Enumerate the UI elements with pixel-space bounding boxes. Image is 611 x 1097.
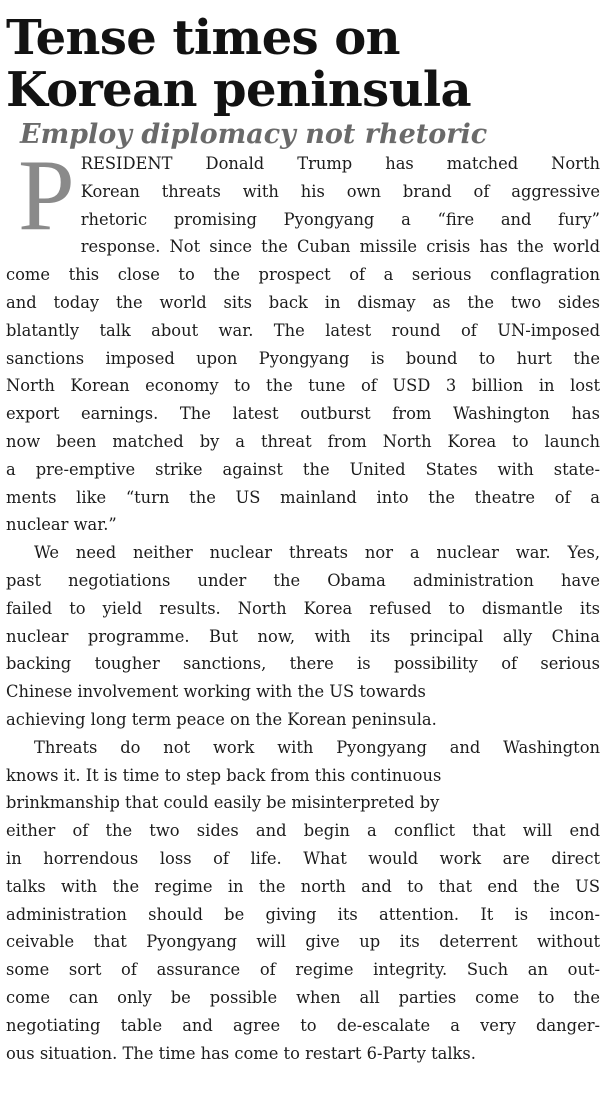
- editorial-article: [6, 12, 600, 1067]
- paragraph-1: [6, 139, 600, 539]
- body-line: some sort of assurance of regime integrity. Such an out-: [6, 960, 600, 980]
- body-line: North Korean economy to the tune of USD 3 billion in lost: [6, 376, 600, 396]
- body-line: We need neither nuclear threats nor a nuclear war. Yes,: [34, 543, 600, 563]
- body-line: come can only be possible when all parties come to the: [6, 987, 600, 1007]
- article-body: [6, 139, 600, 1067]
- body-line: RESIDENT Donald Trump has matched North: [80, 154, 600, 173]
- body-line: achieving long term peace on the Korean peninsula.: [6, 709, 437, 729]
- paragraph-3: [6, 734, 600, 1068]
- body-line: negotiating table and agree to de-escalate a very danger-: [6, 1015, 600, 1035]
- body-line: brinkmanship that could easily be misinterpreted by: [6, 793, 440, 813]
- body-line: blatantly talk about war. The latest round of UN-imposed: [6, 320, 600, 340]
- body-line: and today the world sits back in dismay as the two sides: [6, 292, 600, 312]
- body-line: either of the two sides and begin a conflict that will end: [6, 821, 600, 841]
- body-line: past negotiations under the Obama administration have: [6, 570, 600, 590]
- body-line: talks with the regime in the north and to that end the US: [6, 876, 600, 896]
- body-line: backing tougher sanctions, there is possibility of serious: [6, 654, 600, 674]
- headline: [6, 12, 600, 116]
- body-line: knows it. It is time to step back from this continuous: [6, 765, 442, 785]
- body-line: ous situation. The time has come to restart 6-Party talks.: [6, 1043, 476, 1063]
- drop-cap: P: [18, 139, 75, 252]
- body-line: nuclear programme. But now, with its principal ally China: [6, 626, 600, 646]
- body-line: in horrendous loss of life. What would work are direct: [6, 848, 600, 868]
- body-line: Chinese involvement working with the US towards: [6, 682, 426, 702]
- body-line: failed to yield results. North Korea refused to dismantle its: [6, 598, 600, 618]
- body-line: come this close to the prospect of a serious conflagration: [6, 265, 600, 285]
- body-line: Korean threats with his own brand of aggressive: [80, 181, 600, 201]
- body-line: nuclear war.”: [6, 515, 117, 535]
- body-line: ceivable that Pyongyang will give up its deterrent without: [6, 932, 600, 952]
- body-line: ments like “turn the US mainland into the theatre of a: [6, 487, 600, 507]
- body-line: rhetoric promising Pyongyang a “fire and fury”: [80, 209, 600, 229]
- body-line: response. Not since the Cuban missile crisis has the world: [80, 237, 600, 257]
- body-line: sanctions imposed upon Pyongyang is bound to hurt the: [6, 348, 600, 368]
- body-line: administration should be giving its attention. It is incon-: [6, 904, 600, 924]
- body-line: Threats do not work with Pyongyang and Washington: [34, 737, 600, 757]
- body-line: export earnings. The latest outburst from Washington has: [6, 404, 600, 424]
- paragraph-2: [6, 539, 600, 734]
- headline-line-2: Korean peninsula: [6, 62, 472, 118]
- body-line: now been matched by a threat from North Korea to launch: [6, 431, 600, 451]
- headline-line-1: Tense times on: [6, 10, 400, 66]
- subheadline: Employ diplomacy not rhetoric: [20, 119, 488, 150]
- body-line: a pre-emptive strike against the United States with state-: [6, 459, 600, 479]
